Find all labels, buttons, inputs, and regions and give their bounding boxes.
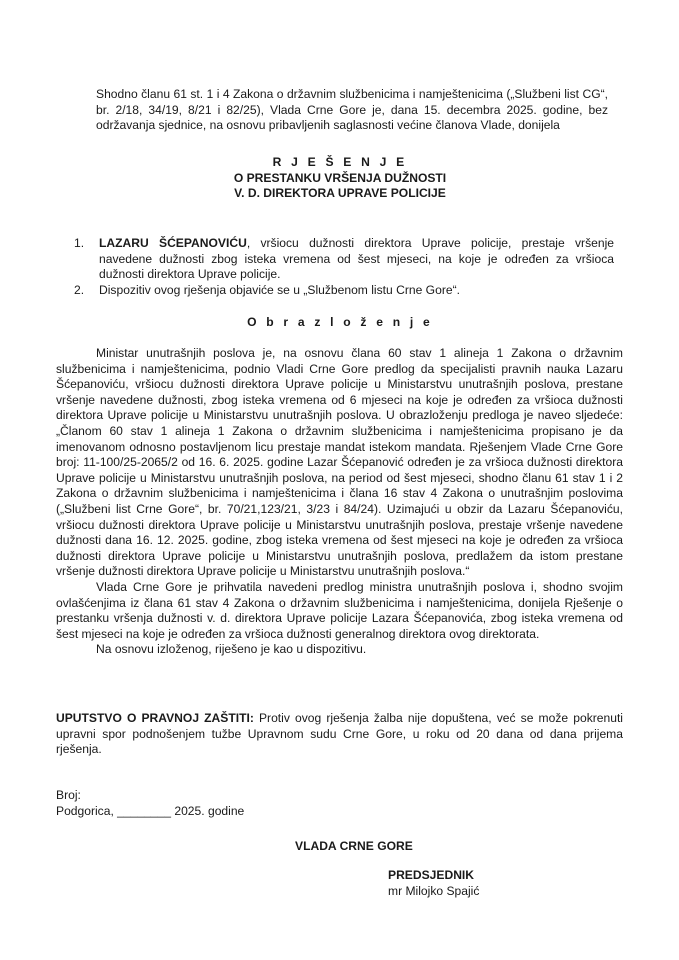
document-title [60,155,620,202]
body-paragraph: Na osnovu izloženog, riješeno je kao u dispozitivu. [96,642,367,657]
government-name: VLADA CRNE GORE [295,839,413,853]
signature-block [388,868,479,899]
president-title: PREDSJEDNIK [388,868,475,882]
person-name: LAZARU ŠĆEPANOVIĆU [99,236,247,250]
dispositive-item [74,236,614,283]
legal-remedy-text: Protiv ovog rješenja žalba nije dopuštena, već se može pokrenuti upravni spor podnošenjem tužbe Upravnom sudu Crne Gore, u roku od 20 dana od dana prijema rješenja. [56,711,623,757]
title-line-2: O PRESTANKU VRŠENJA DUŽNOSTI [233,170,447,185]
item-number: 2. [74,282,85,297]
title-line-3: V. D. DIREKTORA UPRAVE POLICIJE [234,186,446,201]
president-name: mr Milojko Spajić [388,883,480,898]
reference-number: Broj: [56,788,81,802]
reference-block [56,788,356,819]
dispositive-item [74,283,614,299]
place-date: Podgorica, ________ 2025. godine [56,803,245,818]
body-paragraph: Ministar unutrašnjih poslova je, na osnovu člana 60 stav 1 alineja 1 Zakona o državnim službenicima i namještenicima, podnio Vladi Crne Gore predlog da specijalisti pravnih nauka Lazaru Šćepanoviću, vršiocu dužnosti direktora Uprave policije u Ministarstvu unutrašnjih poslova, prestane vršenje navedene dužnosti, zbog isteka vremena od 6 mjeseci na koje je određen za vršioca dužnosti direktora Uprave policije u Ministarstvu unutrašnjih poslova. U obrazloženju predloga je naveo sljedeće: „Članom 60 stav 1 alineja 1 Zakona o državnim službenicima i namještenicima propisano je da imenovanom odnosno postavljenom licu prestaje mandat istekom mandata. Rješenjem Vlade Crne Gore broj: 11-100/25-2065/2 od 16. 6. 2025. godine Lazar Šćepanović određen je za vršioca dužnosti direktora Uprave policije u Ministarstvu unutrašnjih poslova, na period od šest mjeseci, shodno članu 61 stav 1 i 2 Zakona o državnim službenicima i namještenicima i člana 16 stav 4 Zakona o unutrašnjim poslovima („Službeni list Crne Gore“, br. 70/21,123/21, 3/23 i 84/24). Uzimajući u obzir da Lazaru Šćepanoviću, vršiocu dužnosti direktora Uprave policije u Ministarstvu unutrašnjih poslova, prestaje vršenje navedene dužnosti dana 16. 12. 2025. godine, zbog isteka vremena od šest mjeseci na koje je određen za vršioca dužnosti direktora Uprave policije u Ministarstvu unutrašnjih poslova, predlažem da istom prestane vršenje dužnosti direktora Uprave policije u Ministarstvu unutrašnjih poslova.“ [56,346,623,579]
body-paragraph: Vlada Crne Gore je prihvatila navedeni predlog ministra unutrašnjih poslova i, shodno svojim ovlašćenjima iz člana 61 stav 4 Zakona o državnim službenicima i namještenicima, donijela Rješenje o prestanku vršenja dužnosti v. d. direktora Uprave policije Lazara Šćepanovića, zbog isteka vremena od šest mjeseci na koje je određen za vršioca dužnosti generalnog direktora ovog direktorata. [56,579,623,641]
item-text: , vršiocu dužnosti direktora Uprave policije, prestaje vršenje navedene dužnosti zbog isteka vremena od šest mjeseci, na koje je određen za vršioca dužnosti direktora Uprave policije. [99,236,614,282]
item-number: 1. [74,236,85,250]
legal-remedy-notice [56,711,623,758]
dispositive-list [74,236,614,298]
intro-paragraph: Shodno članu 61 st. 1 i 4 Zakona o državnim službenicima i namještenicima („Službeni list CG“, br. 2/18, 34/19, 8/21 i 82/25), Vlada Crne Gore je, dana 15. decembra 2025. godine, bez održavanja sjednice, na osnovu pribavljenih saglasnosti većine članova Vlade, donijela [96,87,608,133]
title-line-1: R J E Š E N J E [272,155,408,169]
obrazlozenje-body [56,346,623,658]
obrazlozenje-heading: O b r a z l o ž e n j e [247,315,433,329]
item-text: Dispozitiv ovog rješenja objaviće se u „Službenom listu Crne Gore“. [99,282,460,297]
legal-remedy-label: UPUTSTVO O PRAVNOJ ZAŠTITI: [56,711,254,725]
